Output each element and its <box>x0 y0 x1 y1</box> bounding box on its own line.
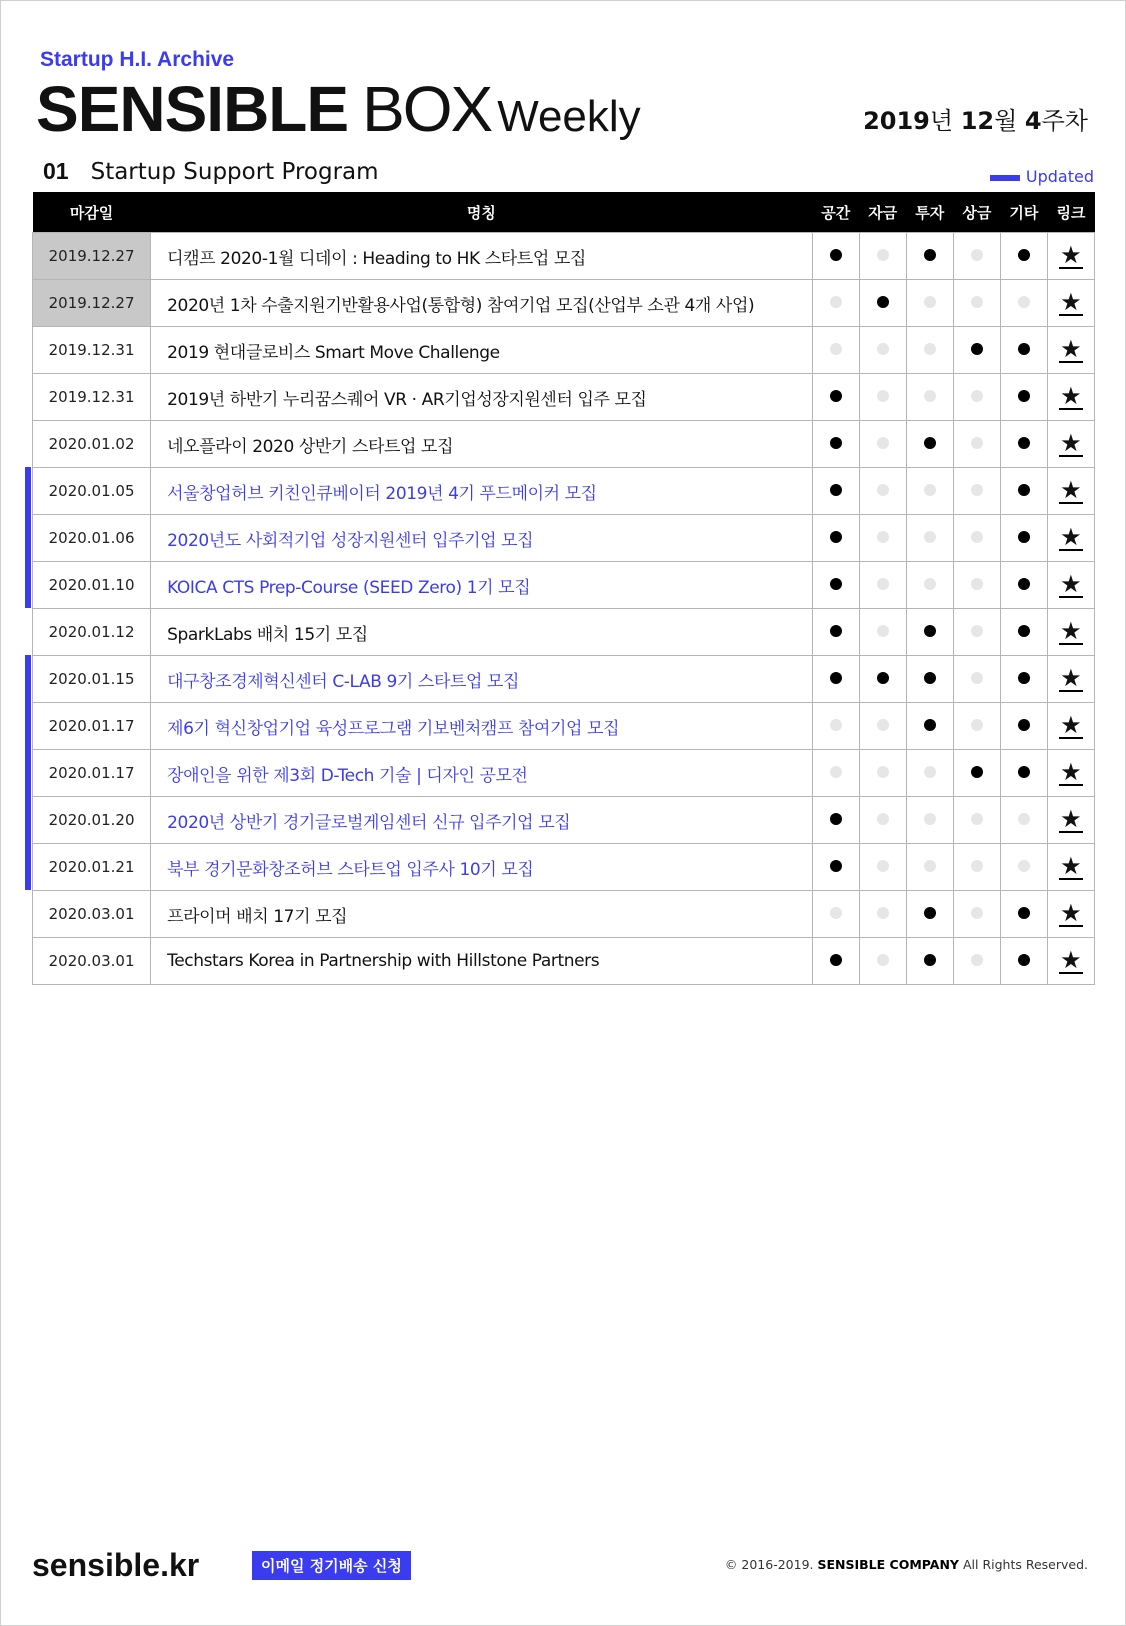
prize-cell <box>953 515 1000 562</box>
week-number: 4 <box>1024 107 1042 135</box>
etc-cell <box>1000 750 1047 797</box>
etc-cell <box>1000 844 1047 891</box>
filled-dot-icon <box>1018 954 1030 966</box>
col-invest: 투자 <box>906 192 953 233</box>
week-year-suffix: 년 <box>929 107 954 135</box>
filled-dot-icon <box>1018 766 1030 778</box>
link-cell <box>1047 656 1094 703</box>
space-cell <box>812 421 859 468</box>
space-cell <box>812 844 859 891</box>
invest-cell <box>906 609 953 656</box>
empty-dot-icon <box>877 719 889 731</box>
deadline-cell: 2020.01.05 <box>33 468 151 515</box>
space-cell <box>812 374 859 421</box>
program-name-link[interactable]: KOICA CTS Prep-Course (SEED Zero) 1기 모집 <box>151 562 813 609</box>
program-name-link[interactable]: 네오플라이 2020 상반기 스타트업 모집 <box>151 421 813 468</box>
filled-dot-icon <box>924 719 936 731</box>
deadline-cell: 2020.01.12 <box>33 609 151 656</box>
program-name-link[interactable]: 서울창업허브 키친인큐베이터 2019년 4기 푸드메이커 모집 <box>151 468 813 515</box>
filled-dot-icon <box>1018 719 1030 731</box>
empty-dot-icon <box>924 390 936 402</box>
filled-dot-icon <box>971 766 983 778</box>
link-cell <box>1047 844 1094 891</box>
program-name-link[interactable]: SparkLabs 배치 15기 모집 <box>151 609 813 656</box>
table-row <box>33 515 1095 562</box>
filled-dot-icon <box>830 249 842 261</box>
invest-cell <box>906 938 953 985</box>
program-name-link[interactable]: 제6기 혁신창업기업 육성프로그램 기보벤처캠프 참여기업 모집 <box>151 703 813 750</box>
invest-cell <box>906 421 953 468</box>
fund-cell <box>859 233 906 280</box>
week-year: 2019 <box>863 107 930 135</box>
etc-cell <box>1000 374 1047 421</box>
prize-cell <box>953 562 1000 609</box>
col-fund: 자금 <box>859 192 906 233</box>
filled-dot-icon <box>830 437 842 449</box>
prize-cell <box>953 891 1000 938</box>
week-month: 12 <box>960 107 995 135</box>
star-link-icon[interactable]: ★ <box>1060 335 1082 363</box>
filled-dot-icon <box>1018 249 1030 261</box>
section-title: Startup Support Program <box>90 159 379 185</box>
program-name-link[interactable]: 2019 현대글로비스 Smart Move Challenge <box>151 327 813 374</box>
program-name-link[interactable]: 2020년 1차 수출지원기반활용사업(통합형) 참여기업 모집(산업부 소관 4개 사업) <box>151 280 813 327</box>
link-cell <box>1047 609 1094 656</box>
star-link-icon[interactable]: ★ <box>1060 570 1082 598</box>
empty-dot-icon <box>877 813 889 825</box>
table-row <box>33 750 1095 797</box>
link-cell <box>1047 703 1094 750</box>
col-etc: 기타 <box>1000 192 1047 233</box>
star-link-icon[interactable]: ★ <box>1060 429 1082 457</box>
filled-dot-icon <box>830 813 842 825</box>
empty-dot-icon <box>877 860 889 872</box>
table-row <box>33 891 1095 938</box>
link-cell <box>1047 327 1094 374</box>
brand-weekly: Weekly <box>497 92 641 141</box>
filled-dot-icon <box>924 437 936 449</box>
empty-dot-icon <box>971 437 983 449</box>
empty-dot-icon <box>971 390 983 402</box>
week-month-suffix: 월 <box>994 107 1018 135</box>
star-link-icon[interactable]: ★ <box>1060 382 1082 410</box>
program-name-link[interactable]: 디캠프 2020-1월 디데이 : Heading to HK 스타트업 모집 <box>151 233 813 280</box>
prize-cell <box>953 233 1000 280</box>
empty-dot-icon <box>877 625 889 637</box>
space-cell <box>812 703 859 750</box>
star-link-icon[interactable]: ★ <box>1060 664 1082 692</box>
etc-cell <box>1000 327 1047 374</box>
prize-cell <box>953 609 1000 656</box>
invest-cell <box>906 515 953 562</box>
empty-dot-icon <box>971 719 983 731</box>
program-table <box>32 192 1095 985</box>
empty-dot-icon <box>830 766 842 778</box>
empty-dot-icon <box>971 907 983 919</box>
updated-legend <box>990 167 1094 186</box>
etc-cell <box>1000 797 1047 844</box>
invest-cell <box>906 844 953 891</box>
star-link-icon[interactable]: ★ <box>1060 711 1082 739</box>
invest-cell <box>906 233 953 280</box>
empty-dot-icon <box>924 766 936 778</box>
archive-label: Startup H.I. Archive <box>40 48 235 71</box>
deadline-cell: 2019.12.27 <box>33 280 151 327</box>
etc-cell <box>1000 280 1047 327</box>
table-row <box>33 656 1095 703</box>
star-link-icon[interactable]: ★ <box>1060 288 1082 316</box>
empty-dot-icon <box>971 249 983 261</box>
filled-dot-icon <box>830 578 842 590</box>
empty-dot-icon <box>830 343 842 355</box>
fund-cell <box>859 797 906 844</box>
fund-cell <box>859 844 906 891</box>
copyright <box>725 1557 1088 1572</box>
deadline-cell: 2020.01.10 <box>33 562 151 609</box>
col-prize: 상금 <box>953 192 1000 233</box>
filled-dot-icon <box>830 531 842 543</box>
prize-cell <box>953 374 1000 421</box>
filled-dot-icon <box>1018 343 1030 355</box>
filled-dot-icon <box>830 672 842 684</box>
etc-cell <box>1000 421 1047 468</box>
space-cell <box>812 938 859 985</box>
deadline-cell: 2020.01.20 <box>33 797 151 844</box>
fund-cell <box>859 656 906 703</box>
star-link-icon[interactable]: ★ <box>1060 758 1082 786</box>
table-header-row <box>33 192 1095 233</box>
prize-cell <box>953 797 1000 844</box>
table-row <box>33 374 1095 421</box>
empty-dot-icon <box>971 531 983 543</box>
col-space: 공간 <box>812 192 859 233</box>
space-cell <box>812 280 859 327</box>
space-cell <box>812 233 859 280</box>
email-subscribe-button[interactable]: 이메일 정기배송 신청 <box>252 1551 411 1580</box>
fund-cell <box>859 703 906 750</box>
copyright-company: SENSIBLE COMPANY <box>817 1557 959 1572</box>
table-row <box>33 562 1095 609</box>
section-number: 01 <box>43 158 69 184</box>
table-row <box>33 280 1095 327</box>
deadline-cell: 2020.03.01 <box>33 938 151 985</box>
updated-legend-bar <box>990 175 1020 181</box>
space-cell <box>812 609 859 656</box>
empty-dot-icon <box>924 296 936 308</box>
fund-cell <box>859 327 906 374</box>
etc-cell <box>1000 891 1047 938</box>
invest-cell <box>906 750 953 797</box>
deadline-cell: 2020.03.01 <box>33 891 151 938</box>
fund-cell <box>859 280 906 327</box>
link-cell <box>1047 468 1094 515</box>
filled-dot-icon <box>924 907 936 919</box>
filled-dot-icon <box>924 249 936 261</box>
filled-dot-icon <box>830 625 842 637</box>
empty-dot-icon <box>971 578 983 590</box>
space-cell <box>812 468 859 515</box>
prize-cell <box>953 421 1000 468</box>
star-link-icon[interactable]: ★ <box>1060 617 1082 645</box>
fund-cell <box>859 750 906 797</box>
etc-cell <box>1000 609 1047 656</box>
etc-cell <box>1000 468 1047 515</box>
etc-cell <box>1000 656 1047 703</box>
filled-dot-icon <box>971 343 983 355</box>
filled-dot-icon <box>1018 531 1030 543</box>
star-link-icon[interactable]: ★ <box>1060 899 1082 927</box>
deadline-cell: 2020.01.17 <box>33 703 151 750</box>
empty-dot-icon <box>924 860 936 872</box>
empty-dot-icon <box>877 954 889 966</box>
deadline-cell: 2020.01.17 <box>33 750 151 797</box>
space-cell <box>812 562 859 609</box>
table-row <box>33 844 1095 891</box>
link-cell <box>1047 562 1094 609</box>
copyright-rights: All Rights Reserved. <box>962 1557 1088 1572</box>
filled-dot-icon <box>1018 484 1030 496</box>
star-link-icon[interactable]: ★ <box>1060 946 1082 974</box>
invest-cell <box>906 327 953 374</box>
fund-cell <box>859 562 906 609</box>
deadline-cell: 2019.12.27 <box>33 233 151 280</box>
fund-cell <box>859 374 906 421</box>
table-row <box>33 938 1095 985</box>
col-link: 링크 <box>1047 192 1094 233</box>
deadline-cell: 2020.01.02 <box>33 421 151 468</box>
etc-cell <box>1000 562 1047 609</box>
empty-dot-icon <box>877 578 889 590</box>
etc-cell <box>1000 515 1047 562</box>
filled-dot-icon <box>1018 578 1030 590</box>
filled-dot-icon <box>877 296 889 308</box>
empty-dot-icon <box>971 954 983 966</box>
link-cell <box>1047 233 1094 280</box>
empty-dot-icon <box>924 813 936 825</box>
empty-dot-icon <box>971 484 983 496</box>
etc-cell <box>1000 938 1047 985</box>
star-link-icon[interactable]: ★ <box>1060 523 1082 551</box>
empty-dot-icon <box>924 484 936 496</box>
deadline-cell: 2019.12.31 <box>33 327 151 374</box>
filled-dot-icon <box>924 625 936 637</box>
invest-cell <box>906 797 953 844</box>
fund-cell <box>859 421 906 468</box>
prize-cell <box>953 844 1000 891</box>
filled-dot-icon <box>1018 672 1030 684</box>
table-row <box>33 327 1095 374</box>
star-link-icon[interactable]: ★ <box>1060 852 1082 880</box>
prize-cell <box>953 656 1000 703</box>
empty-dot-icon <box>877 390 889 402</box>
link-cell <box>1047 374 1094 421</box>
empty-dot-icon <box>924 531 936 543</box>
col-deadline: 마감일 <box>33 192 151 233</box>
filled-dot-icon <box>924 672 936 684</box>
etc-cell <box>1000 233 1047 280</box>
prize-cell <box>953 280 1000 327</box>
week-number-suffix: 주차 <box>1041 107 1088 135</box>
link-cell <box>1047 938 1094 985</box>
program-name-link[interactable]: 북부 경기문화창조허브 스타트업 입주사 10기 모집 <box>151 844 813 891</box>
empty-dot-icon <box>830 296 842 308</box>
invest-cell <box>906 703 953 750</box>
empty-dot-icon <box>1018 296 1030 308</box>
link-cell <box>1047 515 1094 562</box>
brand-light: BOX <box>362 73 492 145</box>
filled-dot-icon <box>1018 390 1030 402</box>
fund-cell <box>859 938 906 985</box>
program-name-link[interactable]: 2019년 하반기 누리꿈스퀘어 VR · AR기업성장지원센터 입주 모집 <box>151 374 813 421</box>
fund-cell <box>859 609 906 656</box>
empty-dot-icon <box>1018 860 1030 872</box>
filled-dot-icon <box>830 390 842 402</box>
invest-cell <box>906 656 953 703</box>
filled-dot-icon <box>830 484 842 496</box>
table-row <box>33 468 1095 515</box>
empty-dot-icon <box>971 296 983 308</box>
link-cell <box>1047 280 1094 327</box>
empty-dot-icon <box>924 578 936 590</box>
space-cell <box>812 750 859 797</box>
star-link-icon[interactable]: ★ <box>1060 805 1082 833</box>
filled-dot-icon <box>924 954 936 966</box>
empty-dot-icon <box>877 766 889 778</box>
star-link-icon[interactable]: ★ <box>1060 241 1082 269</box>
empty-dot-icon <box>1018 813 1030 825</box>
week-label <box>863 101 1088 136</box>
site-url[interactable]: sensible.kr <box>32 1547 200 1583</box>
empty-dot-icon <box>924 343 936 355</box>
filled-dot-icon <box>830 954 842 966</box>
space-cell <box>812 327 859 374</box>
invest-cell <box>906 280 953 327</box>
fund-cell <box>859 468 906 515</box>
section-heading <box>43 158 379 185</box>
empty-dot-icon <box>877 484 889 496</box>
invest-cell <box>906 468 953 515</box>
brand-logo <box>36 72 641 146</box>
star-link-icon[interactable]: ★ <box>1060 476 1082 504</box>
program-name-link[interactable]: 프라이머 배치 17기 모집 <box>151 891 813 938</box>
space-cell <box>812 891 859 938</box>
table-row <box>33 609 1095 656</box>
program-name-link[interactable]: 2020년 상반기 경기글로벌게임센터 신규 입주기업 모집 <box>151 797 813 844</box>
empty-dot-icon <box>971 813 983 825</box>
fund-cell <box>859 891 906 938</box>
space-cell <box>812 515 859 562</box>
table-row <box>33 421 1095 468</box>
space-cell <box>812 797 859 844</box>
fund-cell <box>859 515 906 562</box>
prize-cell <box>953 327 1000 374</box>
copyright-years: © 2016-2019. <box>724 1557 814 1572</box>
prize-cell <box>953 938 1000 985</box>
filled-dot-icon <box>1018 437 1030 449</box>
prize-cell <box>953 750 1000 797</box>
link-cell <box>1047 750 1094 797</box>
deadline-cell: 2019.12.31 <box>33 374 151 421</box>
empty-dot-icon <box>971 625 983 637</box>
table-row <box>33 233 1095 280</box>
empty-dot-icon <box>877 437 889 449</box>
deadline-cell: 2020.01.15 <box>33 656 151 703</box>
col-name: 명칭 <box>151 192 813 233</box>
program-name-link[interactable]: 2020년도 사회적기업 성장지원센터 입주기업 모집 <box>151 515 813 562</box>
invest-cell <box>906 891 953 938</box>
invest-cell <box>906 562 953 609</box>
empty-dot-icon <box>971 672 983 684</box>
link-cell <box>1047 421 1094 468</box>
empty-dot-icon <box>877 343 889 355</box>
program-name-link[interactable]: Techstars Korea in Partnership with Hillstone Partners <box>151 938 813 985</box>
program-name-link[interactable]: 대구창조경제혁신센터 C-LAB 9기 스타트업 모집 <box>151 656 813 703</box>
etc-cell <box>1000 703 1047 750</box>
link-cell <box>1047 797 1094 844</box>
brand-bold: SENSIBLE <box>36 73 349 145</box>
deadline-cell: 2020.01.21 <box>33 844 151 891</box>
empty-dot-icon <box>830 719 842 731</box>
invest-cell <box>906 374 953 421</box>
filled-dot-icon <box>877 672 889 684</box>
program-name-link[interactable]: 장애인을 위한 제3회 D-Tech 기술 | 디자인 공모전 <box>151 750 813 797</box>
filled-dot-icon <box>830 860 842 872</box>
table-row <box>33 797 1095 844</box>
empty-dot-icon <box>877 249 889 261</box>
empty-dot-icon <box>877 907 889 919</box>
empty-dot-icon <box>830 907 842 919</box>
filled-dot-icon <box>1018 907 1030 919</box>
prize-cell <box>953 468 1000 515</box>
table-row <box>33 703 1095 750</box>
prize-cell <box>953 703 1000 750</box>
updated-legend-label: Updated <box>1025 167 1094 186</box>
link-cell <box>1047 891 1094 938</box>
empty-dot-icon <box>877 531 889 543</box>
filled-dot-icon <box>1018 625 1030 637</box>
empty-dot-icon <box>971 860 983 872</box>
deadline-cell: 2020.01.06 <box>33 515 151 562</box>
space-cell <box>812 656 859 703</box>
